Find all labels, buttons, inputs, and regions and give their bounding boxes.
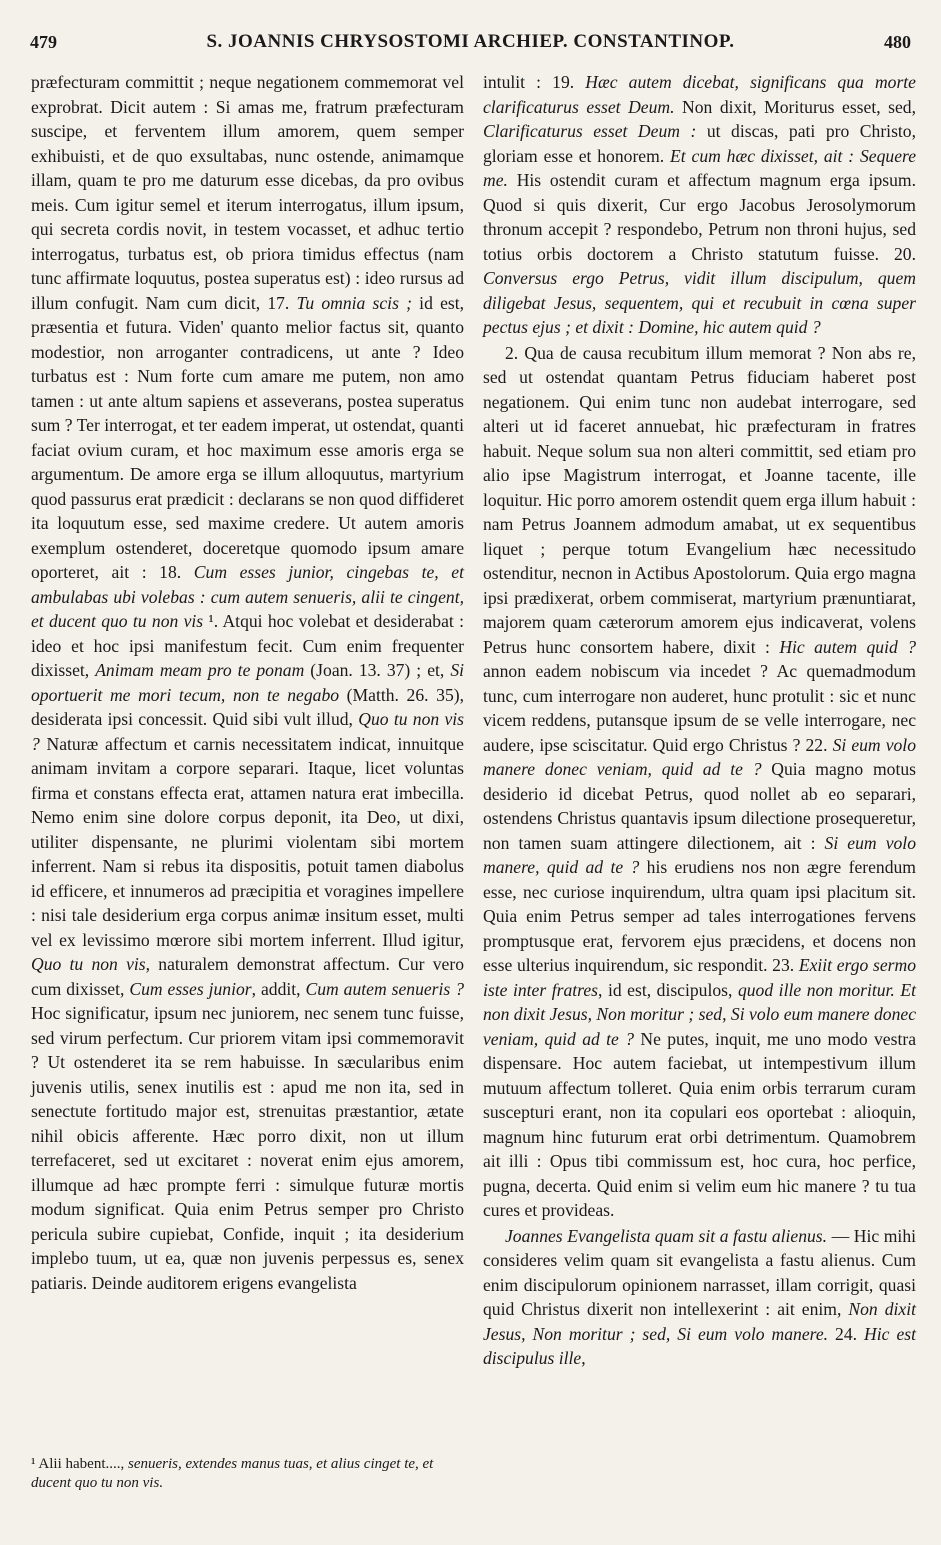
italic-run: Si oportuerit me mori tecum, non te negabo xyxy=(31,660,465,705)
text-run: Ne putes, inquit, me uno modo vestra dispensare. Hoc autem faciebat, ut intempestivum illum mutuum affectum tolleret. Quia enim orbis terrarum curam suscepturi erant, non ita copulari eos oportebat : alioquin, magnum hinc futurum erat orbi detrimentum. Quamobrem ait illi : Opus tibi commissum est, hoc cura, hoc perfice, pugna, decerta. Quid enim si velim eum hic manere ? tu tua cures et provideas. xyxy=(483,1028,916,1220)
italic-run: Conversus ergo Petrus, vidit illum discipulum, quem diligebat Jesus, sequentem, qui et recubuit in cœna super pectus ejus ; et dixit : Domine, hic autem quid ? xyxy=(483,268,916,337)
italic-run: Cum esses junior xyxy=(129,978,252,999)
right-column xyxy=(483,70,916,1371)
text-run: , addit, xyxy=(251,978,306,999)
text-run: id est, præsentia et futura. Viden' quanto melior factus sit, quanto modestior, non arroganter contradicens, ut ante ? Ideo turbatus est : Num forte cum amare me putem, non amo tamen : ut ante altum sapiens et asseverans, postea superatus sum ? Ter interrogat, et ter eadem imperat, ut ostendat, quanti faciat ovium curam, et hoc maximum esse amoris erga se argumentum. De amore erga se illum alloquutus, martyrium quod passurus erat prædicit : declarans se non quod diffideret ita loquutum esse, sed maxime credere. Ut autem amoris exemplum ostenderet, doceretque quomodo ipsum amare oporteret, ait : 18. xyxy=(31,292,465,582)
right-paragraph-3 xyxy=(483,1224,916,1371)
text-run: (Matth. 26. 35), desiderata ipsi concessit. Quid sibi vult illud, xyxy=(31,684,464,729)
text-run: , xyxy=(581,1348,586,1368)
text-run: annon eadem nobiscum via incedet ? Ac quemadmodum tunc, cum interrogare non auderet, hunc protulit : sic et nunc vicem reddens, putansque ipsum de se velle interrogare, nec audere, ipse sciscitatur. Quid ergo Christus ? 22. xyxy=(483,661,916,755)
page-number-right: 480 xyxy=(884,31,911,52)
italic-run: Exiit ergo sermo iste inter fratres xyxy=(483,955,916,1000)
running-title: S. JOANNIS CHRYSOSTOMI ARCHIEP. CONSTANTINOP. xyxy=(206,31,735,52)
text-run: , id est, discipulos, xyxy=(598,979,738,1000)
italic-run: Quo tu non vis xyxy=(31,954,146,974)
italic-run: Non dixit Jesus, Non moritur ; sed, Si eum volo manere. xyxy=(483,1299,916,1344)
italic-run: Joannes Evangelista quam sit a fastu alienus. xyxy=(505,1225,828,1246)
italic-run: Clarificaturus esset Deum : xyxy=(483,121,697,141)
text-run: præfecturam committit ; neque negationem commemorat vel exprobrat. Dicit autem : Si amas me, fratrum præfecturam suscipe, et ferventem illum amorem, quem semper exhibuisti, et de quo exsultabas, nunc ostende, animamque illam, quam te pro me daturum esse dicebas, da pro ovibus meis. Cum igitur semel et iterum interrogatus, illum ipsum, qui secreta cordis novit, in testem vocasset, et adhuc tertio interrogatus, turbatus est, ob priora timidus effectus (nam tunc affirmate loquutus, postea superatus est) : ideo rursus ad illum confugit. Nam cum dicit, 17. xyxy=(31,72,464,313)
italic-run: Cum autem senueris ? xyxy=(305,978,464,999)
text-run: 2. Qua de causa recubitum illum memorat ? Non abs re, sed ut ostendat quantam Petrus fiduciam haberet post negationem. Qui enim tunc non audebat interrogare, sed alteri ut id faceret annuebat, hic præfecturam in fratres habuit. Neque solum sua non alteri committit, sed etiam pro alio ipse Magistrum interrogat, et Joanne tacente, ille loquitur. Hic porro amorem ostendit quem erga illum habuit : nam Petrus Joannem admodum amabat, ut ex sequentibus liquet ; perque totum Evangelium hæc necessitudo ostenditur, necnon in Actibus Apostolorum. Quia ergo magna ipsi prædixerat, orbem commiserat, martyrium prænuntiarat, majorem quam cæterorum amorem ejus indicaverat, volens Petrus hunc consortem habere, dixit : xyxy=(483,342,916,657)
text-run: ut discas, pati pro Christo, gloriam esse et honorem. xyxy=(483,121,917,166)
italic-run: Hic est discipulus ille xyxy=(483,1323,916,1368)
text-run: ¹ Alii habent...., xyxy=(31,1456,128,1472)
italic-run: Quo tu non vis ? xyxy=(31,709,464,754)
italic-run: Si eum volo manere donec veniam, quid ad te ? xyxy=(483,734,916,779)
text-run: Naturæ affectum et carnis necessitatem indicat, innuitque animam invitam a corpore separari. Itaque, licet voluntas firma et constans effecta erat, attamen natura erat imbecilla. Nemo enim sine dolore corpus deponit, ita Deo, ut dixi, utiliter dispensante, ne plurimi violentam sibi mortem inferrent. Nam si rebus ita dispositis, potuit tamen diabolus id efficere, et innumeros ad præcipitia et voragines impellere : nisi tale desiderium erga corpus animæ insitum esset, multi vel ex levissimo mœrore sibi mortem inferrent. Illud igitur, xyxy=(31,733,464,950)
italic-run: Animam meam pro te ponam xyxy=(95,660,305,680)
right-paragraph-1 xyxy=(483,70,916,340)
text-run: His ostendit curam et affectum magnum erga ipsum. Quod si quis dixerit, Cur ergo Jacobus Jerosolymorum thronum accepit ? respondebo, Petrum non throni hujus, sed totius orbis doctorem a Christo statutum fuisse. 20. xyxy=(483,170,916,264)
text-run: , naturalem demonstrat affectum. Cur vero cum dixisset, xyxy=(31,954,464,999)
text-run: Hoc significatur, ipsum nec juniorem, nec senem tunc fuisse, sed virum perfectum. Cur priorem vitam ipsi commemoravit ? Ut ostenderet ita se rem habuisse. In sæcularibus enim juvenis utilis, senex inutilis est : apud me non ita, sed in senectute fortitudo major est, strenuitas præstantior, ætate nihil obicis afferente. Hæc porro dixit, non ut illum terrefaceret, sed ut excitaret : noverat enim ejus amorem, illumque ad hæc prompte ferri : simulque futuræ mortis modum significat. Quia enim Petrus semper pro Christo pericula subire cupiebat, Confide, inquit ; ita desiderium implebo tuum, ut ea, quæ non juvenis perpessus es, senex patiaris. Deinde auditorem erigens evangelista xyxy=(31,1003,464,1293)
text-run: intulit : 19. xyxy=(483,72,586,92)
text-run: 24. xyxy=(828,1323,865,1344)
right-paragraph-2 xyxy=(483,341,916,1223)
text-run: ¹. Atqui hoc volebat et desiderabat : ideo et hoc ipsi manifestum fecit. Cum enim frequenter dixisset, xyxy=(31,611,464,680)
italic-run: quod ille non moritur. Et non dixit Jesus, Non moritur ; sed, Si volo eum manere donec veniam, quid ad te ? xyxy=(483,979,917,1049)
italic-run: Cum esses junior, cingebas te, et ambulabas ubi volebas : cum autem senueris, alii te cingent, et ducent quo tu non vis xyxy=(31,562,464,631)
text-run: his erudiens nos non ægre ferendum esse, nec curiose inquirendum, ultra quam ipsi placitum sit. Quia enim Petrus semper ad tales interrogationes fervens promptusque erat, fervorem ejus præcidens, et docens non esse ulterius inquirendum, sic respondit. 23. xyxy=(483,857,916,975)
text-run: Non dixit, Moriturus esset, sed, xyxy=(674,96,916,117)
italic-run: Tu omnia scis ; xyxy=(296,292,412,313)
italic-run: Hæc autem dicebat, significans qua morte clarificaturus esset Deum. xyxy=(483,72,916,117)
footnote xyxy=(31,1455,464,1493)
italic-run: Et cum hæc dixisset, ait : Sequere me. xyxy=(483,145,917,190)
italic-run: Hic autem quid ? xyxy=(779,636,916,657)
italic-run: senueris, extendes manus tuas, et alius cinget te, et ducent quo tu non vis. xyxy=(31,1456,434,1491)
page-number-left: 479 xyxy=(30,31,57,52)
text-run: Quia magno motus desiderio id dicebat Petrus, quod nollet ab eo separari, ostendens Christus quantavis ipsum dilectione prosequeretur, non tamen suam attingere dilectionem, ait : xyxy=(483,759,916,853)
left-paragraph-1 xyxy=(31,70,464,1295)
italic-run: Si eum volo manere, quid ad te ? xyxy=(483,832,916,877)
running-header xyxy=(30,22,911,62)
left-column xyxy=(31,70,464,1295)
text-run: — Hic mihi consideres velim quam sit evangelista a fastu alienus. Cum enim discipulorum opinionem narrasset, illam corrigit, quasi quid Christus dixerit non intellexerint : ait enim, xyxy=(483,1225,917,1319)
text-run: (Joan. 13. 37) ; et, xyxy=(304,660,451,680)
